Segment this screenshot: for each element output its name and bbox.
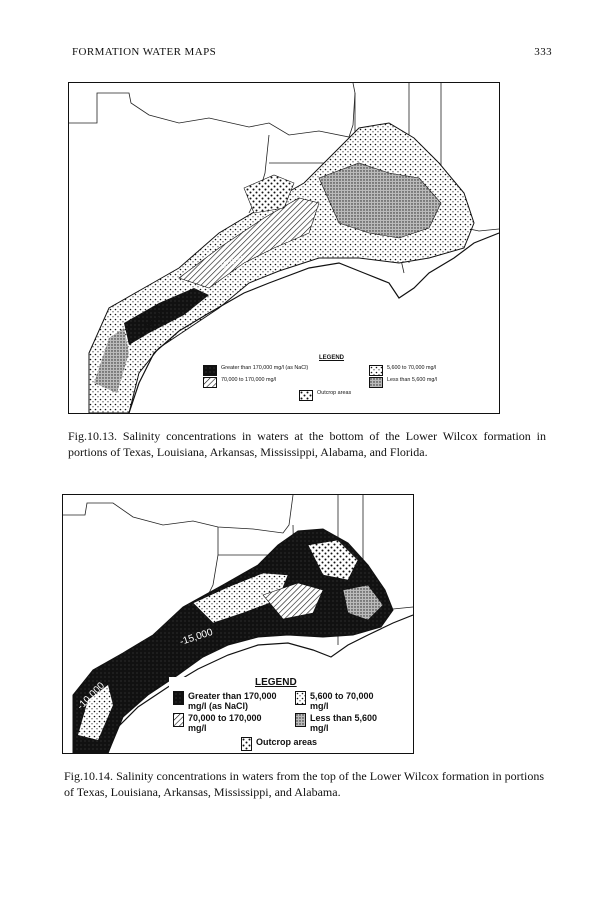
- legend-label: Outcrop areas: [256, 737, 318, 747]
- legend-label: Less than 5,600 mg/l: [387, 377, 438, 383]
- figure-2-map: [62, 494, 414, 754]
- legend-title: LEGEND: [319, 355, 345, 361]
- legend-item: [369, 365, 436, 376]
- swatch-outcrop: [241, 737, 252, 751]
- swatch-fine: [295, 713, 306, 727]
- legend-item: [241, 737, 317, 751]
- legend-label: 70,000 to 170,000 mg/l: [188, 713, 262, 733]
- swatch-hatch: [173, 713, 184, 727]
- contour-label: 10,000: [142, 307, 168, 331]
- contour-label: 15,000: [218, 253, 245, 271]
- legend-item: [295, 713, 377, 733]
- page-number: 333: [534, 46, 552, 58]
- legend-label: 5,600 to 70,000 mg/l: [387, 365, 437, 371]
- state-boundary-line: [69, 83, 355, 137]
- contour-label: -15,000: [178, 626, 215, 648]
- legend-item: [173, 691, 277, 711]
- legend-label: 5,600 to 70,000 mg/l: [310, 691, 374, 711]
- map-legend: [169, 677, 409, 751]
- swatch-fine: [369, 377, 383, 388]
- legend-item: [299, 390, 351, 401]
- figure-1-map: [68, 82, 500, 414]
- legend-item: [369, 377, 437, 388]
- legend-title: LEGEND: [255, 677, 297, 688]
- swatch-hatch: [203, 377, 217, 388]
- legend-label: Greater than 170,000 mg/l (as NaCl): [188, 691, 277, 711]
- swatch-dots: [369, 365, 383, 376]
- contour-label: -10,000: [75, 680, 108, 713]
- swatch-solid: [203, 365, 217, 376]
- legend-item: [203, 377, 276, 388]
- legend-item: [295, 691, 374, 711]
- swatch-dots: [295, 691, 306, 705]
- legend-item: [173, 713, 262, 733]
- legend-item: [203, 365, 308, 376]
- figure-1-caption: Fig.10.13. Salinity concentrations in waters at the bottom of the Lower Wilcox formation in portions of Texas, Louisiana, Arkansas, Mississippi, Alabama, and Florida.: [68, 429, 546, 459]
- swatch-solid: [173, 691, 184, 705]
- map-legend: [203, 353, 495, 405]
- swatch-outcrop: [299, 390, 313, 401]
- legend-label: Less than 5,600 mg/l: [310, 713, 378, 733]
- legend-label: 70,000 to 170,000 mg/l: [221, 377, 277, 383]
- legend-label: Outcrop areas: [317, 390, 352, 396]
- state-boundary-line: [63, 495, 293, 533]
- page-header: [72, 46, 552, 62]
- running-title: FORMATION WATER MAPS: [72, 46, 217, 58]
- legend-label: Greater than 170,000 mg/l (as NaCl): [221, 365, 309, 371]
- figure-2-caption: Fig.10.14. Salinity concentrations in waters from the top of the Lower Wilcox formation in portions of Texas, Louisiana, Arkansas, Mississippi, and Alabama.: [64, 769, 544, 799]
